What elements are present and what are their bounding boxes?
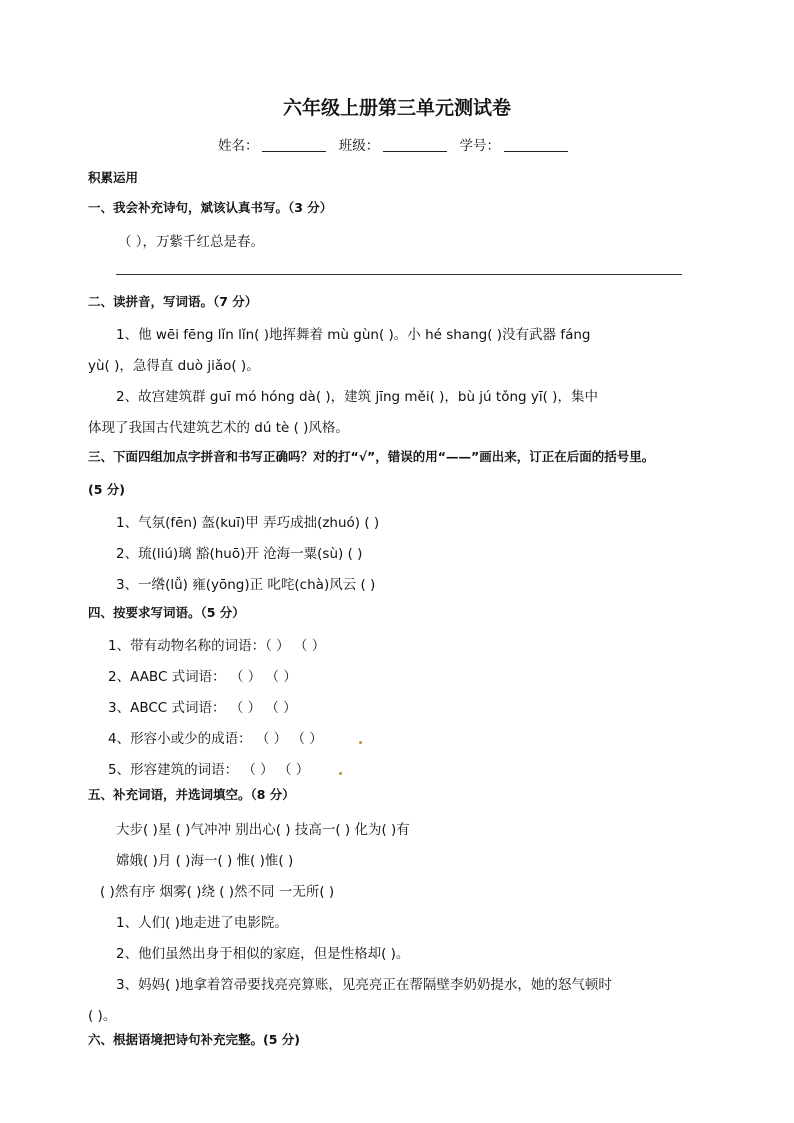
section-4-line-2: 2、AABC 式词语： （ ） （ ） — [108, 669, 297, 685]
section-3-line-3: 3、一绺(lǚ) 雍(yōng)正 叱咤(chà)风云 ( ) — [116, 577, 376, 593]
name-label: 姓名： — [217, 138, 259, 154]
section-6-heading: 六、根据语境把诗句补充完整。(5 分) — [88, 1032, 300, 1047]
page-title: 六年级上册第三单元测试卷 — [282, 97, 511, 119]
section-5-line-1: 大步( )星 ( )气冲冲 别出心( ) 技高一( ) 化为( )有 — [116, 822, 410, 838]
section-4-heading: 四、按要求写词语。（5 分） — [88, 605, 245, 620]
section-2-line-2: yù( )，急得直 duò jiǎo( )。 — [88, 358, 260, 374]
section-5-line-7: ( )。 — [88, 1008, 117, 1024]
class-label: 班级： — [338, 138, 380, 154]
emphasis-dot — [359, 741, 362, 744]
name-blank[interactable] — [262, 137, 326, 152]
section-3-heading: 三、下面四组加点字拼音和书写正确吗？对的打“√”，错误的用“——”画出来，订正在后面的括号里。 — [88, 449, 655, 464]
section-5-line-6: 3、妈妈( )地拿着笤帚要找亮亮算账，见亮亮正在帮隔壁李奶奶提水，她的怒气顿时 — [116, 977, 612, 993]
section-1-line-1: （ ），万紫千红总是春。 — [118, 234, 265, 250]
section-2-line-3: 2、故宫建筑群 guī mó hóng dà( )，建筑 jīng měi( )，bù jú tǒng yī( )，集中 — [116, 389, 598, 405]
section-3-line-1: 1、气氛(fēn) 盔(kuī)甲 弄巧成拙(zhuó) ( ) — [116, 515, 380, 531]
section-2-heading: 二、读拼音，写词语。（7 分） — [88, 294, 258, 309]
section-5-line-4: 1、人们( )地走进了电影院。 — [116, 915, 288, 931]
section-2-line-4: 体现了我国古代建筑艺术的 dú tè ( )风格。 — [88, 420, 349, 436]
section-1-heading: 一、我会补充诗句，斌该认真书写。（3 分） — [88, 200, 333, 215]
section-5-heading: 五、补充词语，并选词填空。（8 分） — [88, 787, 295, 802]
section-4-line-4: 4、形容小或少的成语： （ ） （ ） — [108, 731, 323, 747]
section-3-line-2: 2、琉(liú)璃 豁(huō)开 沧海一粟(sù) ( ) — [116, 546, 363, 562]
section-5-line-5: 2、他们虽然出身于相似的家庭，但是性格却( )。 — [116, 946, 410, 962]
part-label: 积累运用 — [88, 170, 139, 185]
emphasis-dot — [339, 772, 342, 775]
id-blank[interactable] — [504, 137, 568, 152]
section-5-line-3: ( )然有序 烟雾( )绕 ( )然不同 一无所( ) — [100, 884, 335, 900]
section-3-score: (5 分) — [88, 482, 125, 497]
id-label: 学号： — [459, 138, 501, 154]
section-4-line-5: 5、形容建筑的词语： （ ） （ ） — [108, 762, 310, 778]
section-2-line-1: 1、他 wēi fēng lǐn lǐn( )地挥舞着 mù gùn( )。小 hé shang( )没有武器 fáng — [116, 327, 591, 343]
class-blank[interactable] — [383, 137, 447, 152]
section-4-line-1: 1、带有动物名称的词语：（ ） （ ） — [108, 638, 326, 654]
section-4-line-3: 3、ABCC 式词语： （ ） （ ） — [108, 700, 297, 716]
section-5-line-2: 嫦娥( )月 ( )海一( ) 惟( )惟( ) — [116, 853, 294, 869]
student-info-row — [0, 134, 794, 154]
answer-line — [116, 274, 682, 275]
